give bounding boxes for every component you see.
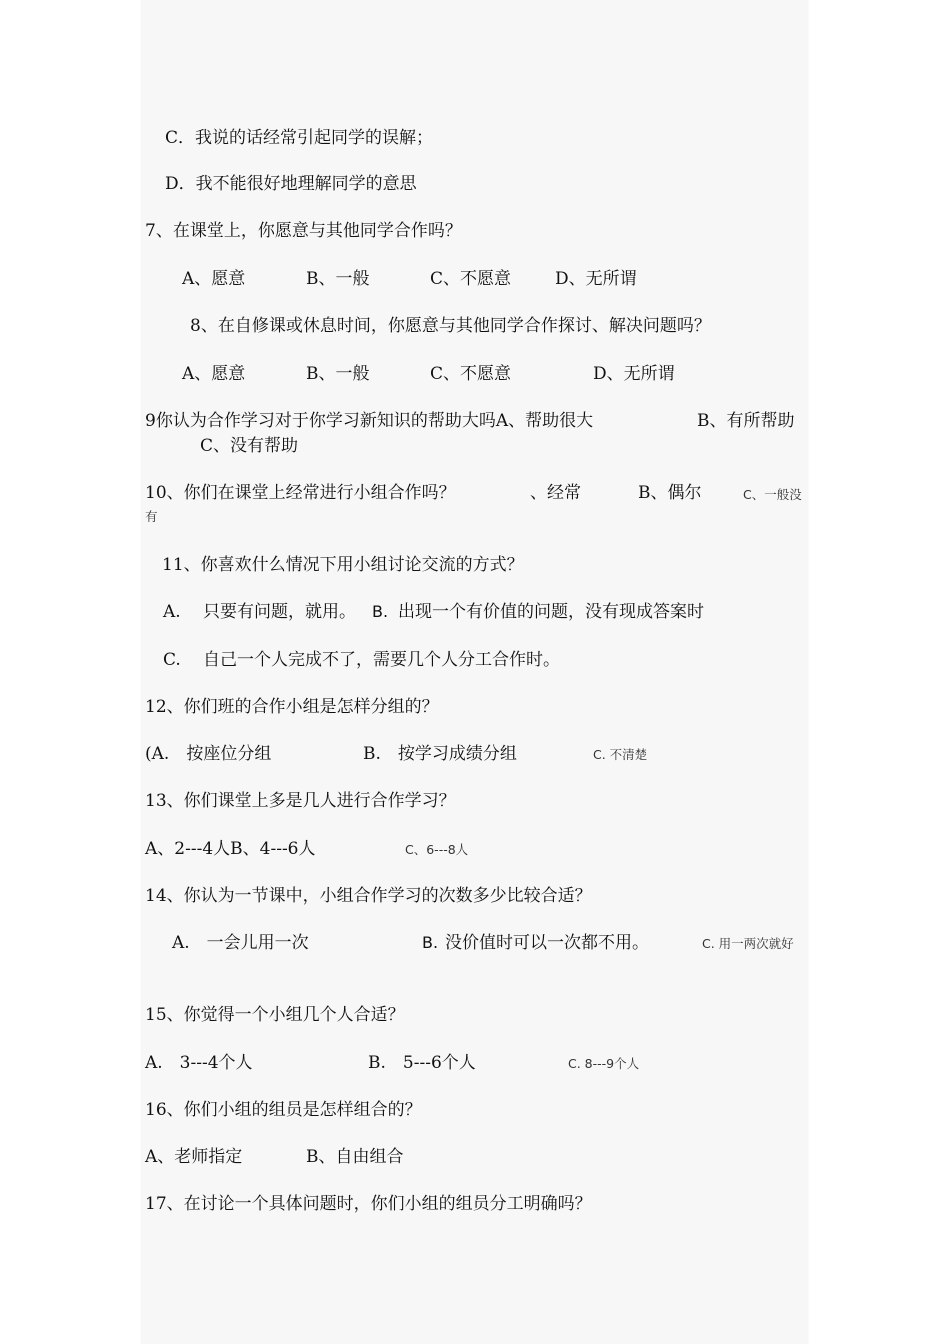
q15-question: 15、你觉得一个小组几个人合适？ xyxy=(145,1005,405,1025)
q17-question: 17、在讨论一个具体问题时，你们小组的组员分工明确吗？ xyxy=(145,1194,592,1214)
q13-option-c: C、6---8人 xyxy=(405,842,469,857)
q11-option-a-label: A. xyxy=(163,602,181,622)
q10-option-c: C、一般没 xyxy=(743,487,802,502)
q7-option-a: A、愿意 xyxy=(182,269,246,289)
q10-option-b: B、偶尔 xyxy=(638,483,702,503)
q8-question: 8、在自修课或休息时间，你愿意与其他同学合作探讨、解决问题吗？ xyxy=(190,316,711,336)
q13-option-ab: A、2---4人B、4---6人 xyxy=(145,839,316,859)
q9-option-c: C、没有帮助 xyxy=(200,436,299,456)
q16-option-b: B、自由组合 xyxy=(306,1147,404,1167)
q11-option-c-label: C. xyxy=(163,650,181,670)
q6-option-d: D．我不能很好地理解同学的意思 xyxy=(165,174,417,194)
q16-question: 16、你们小组的组员是怎样组合的？ xyxy=(145,1100,422,1120)
q6-option-c: C．我说的话经常引起同学的误解； xyxy=(165,128,434,148)
q13-question: 13、你们课堂上多是几人进行合作学习？ xyxy=(145,791,456,811)
q15-option-a: A. 3---4个人 xyxy=(145,1053,253,1073)
q12-question: 12、你们班的合作小组是怎样分组的？ xyxy=(145,697,439,717)
q7-option-b: B、一般 xyxy=(306,269,370,289)
q12-option-a: (A. 按座位分组 xyxy=(145,744,272,764)
q8-option-c: C、不愿意 xyxy=(430,364,512,384)
q11-option-c: 自己一个人完成不了，需要几个人分工合作时。 xyxy=(203,650,560,670)
q14-question: 14、你认为一节课中，小组合作学习的次数多少比较合适？ xyxy=(145,886,592,906)
q10-option-a: 、经常 xyxy=(530,483,581,503)
q12-option-c: C. 不清楚 xyxy=(593,747,648,762)
q11-option-a: 只要有问题，就用。 xyxy=(203,602,356,622)
q14-option-a: A. 一会儿用一次 xyxy=(172,933,309,953)
q8-option-b: B、一般 xyxy=(306,364,370,384)
q14-option-b-label: B. xyxy=(422,933,439,952)
q15-option-c: C. 8---9个人 xyxy=(568,1056,640,1071)
q8-option-d: D、无所谓 xyxy=(593,364,675,384)
q10-option-c-wrap: 有 xyxy=(145,509,158,524)
q12-option-b: B. 按学习成绩分组 xyxy=(363,744,517,764)
q16-option-a: A、老师指定 xyxy=(145,1147,243,1167)
q11-question: 11、你喜欢什么情况下用小组讨论交流的方式？ xyxy=(162,555,524,575)
q11-option-b-label: B. xyxy=(372,602,389,621)
q14-option-c: C. 用一两次就好 xyxy=(702,936,794,951)
q9-question: 9你认为合作学习对于你学习新知识的帮助大吗A、帮助很大 xyxy=(145,411,594,431)
q15-option-b: B. 5---6个人 xyxy=(368,1053,476,1073)
q14-option-b: 没价值时可以一次都不用。 xyxy=(445,933,649,953)
q10-question: 10、你们在课堂上经常进行小组合作吗？ xyxy=(145,483,456,503)
q8-option-a: A、愿意 xyxy=(182,364,246,384)
q7-option-c: C、不愿意 xyxy=(430,269,512,289)
q9-option-b: B、有所帮助 xyxy=(697,411,795,431)
q11-option-b: 出现一个有价值的问题，没有现成答案时 xyxy=(398,602,704,622)
q7-option-d: D、无所谓 xyxy=(555,269,637,289)
q7-question: 7、在课堂上，你愿意与其他同学合作吗？ xyxy=(145,221,462,241)
